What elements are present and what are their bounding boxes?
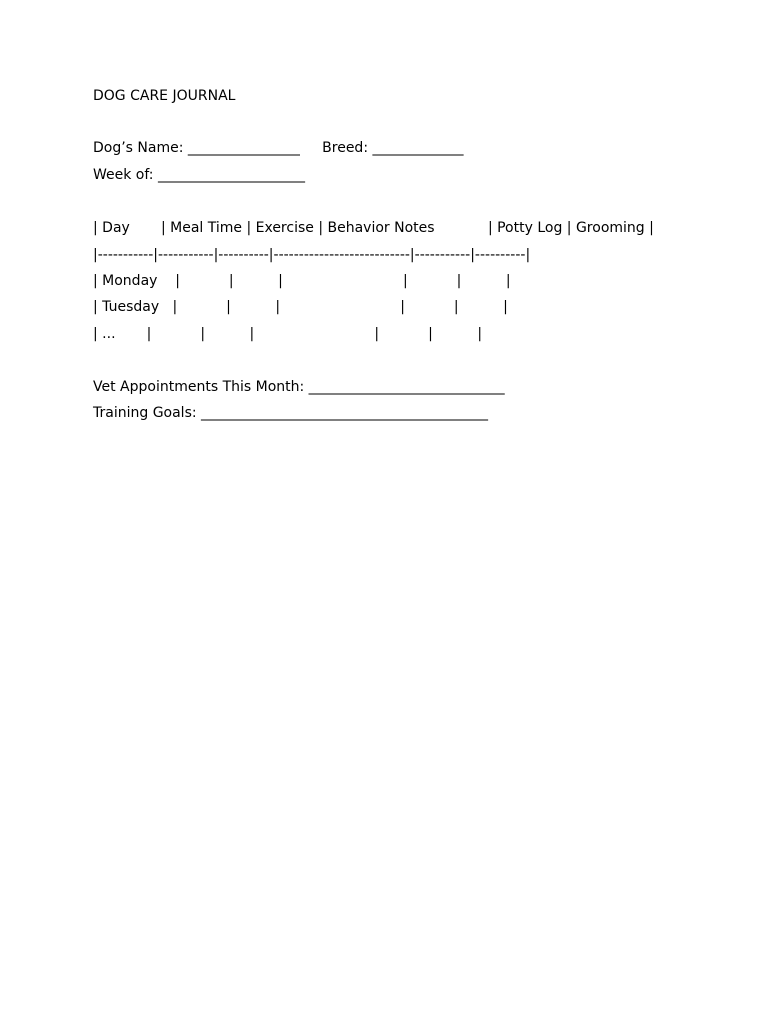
vet-appointments-line: Vet Appointments This Month: ____________________________ bbox=[93, 379, 505, 395]
training-goals-line: Training Goals: _________________________________________ bbox=[93, 405, 489, 421]
document-title: DOG CARE JOURNAL bbox=[93, 88, 236, 104]
table-row-monday: | Monday | | | | | | bbox=[93, 273, 511, 289]
table-row-ellipsis: | ... | | | | | | bbox=[93, 326, 483, 342]
table-separator: |-----------|-----------|----------|---------------------------|-----------|----------| bbox=[93, 247, 531, 263]
week-of-line: Week of: _____________________ bbox=[93, 167, 305, 183]
table-row-tuesday: | Tuesday | | | | | | bbox=[93, 299, 508, 315]
dog-name-breed-line: Dog’s Name: ________________ Breed: _____________ bbox=[93, 140, 464, 156]
table-header: | Day | Meal Time | Exercise | Behavior Notes | Potty Log | Grooming | bbox=[93, 220, 654, 236]
